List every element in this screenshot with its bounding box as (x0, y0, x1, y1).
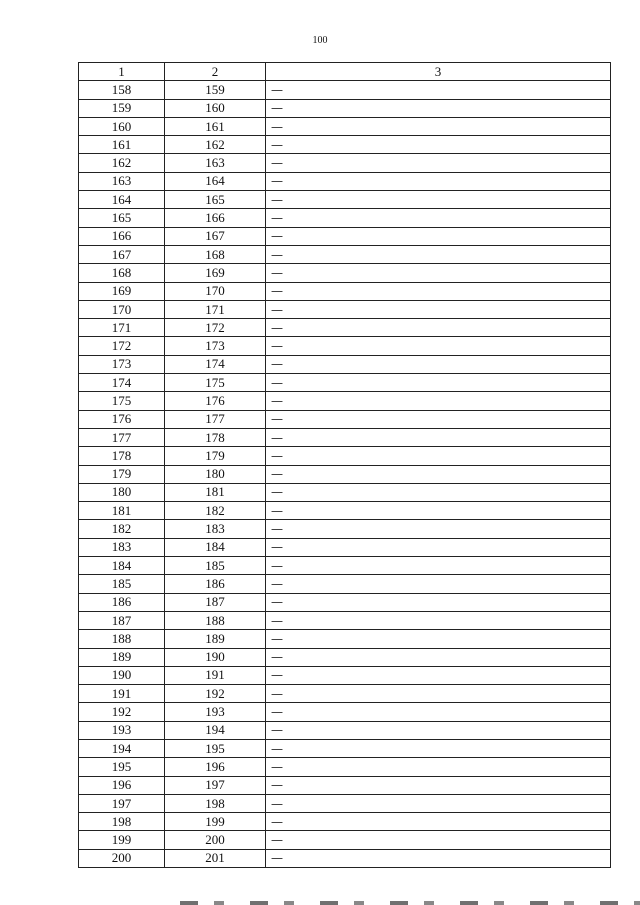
table-cell-col-2: 190 (165, 648, 266, 666)
table-cell-col-1: 159 (79, 99, 165, 117)
table-row (79, 593, 611, 611)
table-cell-col-3: — (266, 319, 611, 337)
table-cell-col-3: — (266, 282, 611, 300)
table-cell-col-1: 178 (79, 447, 165, 465)
table-cell-col-2: 165 (165, 191, 266, 209)
table-cell-col-2: 196 (165, 758, 266, 776)
table-cell-col-2: 180 (165, 465, 266, 483)
table-cell-col-3: — (266, 81, 611, 99)
table-row (79, 172, 611, 190)
table-cell-col-3: — (266, 392, 611, 410)
table-row (79, 282, 611, 300)
table-cell-col-1: 179 (79, 465, 165, 483)
table-row (79, 849, 611, 867)
data-table (78, 62, 611, 868)
table-row (79, 611, 611, 629)
table-cell-col-3: — (266, 502, 611, 520)
table-cell-col-3: — (266, 575, 611, 593)
table-row (79, 776, 611, 794)
table-cell-col-1: 195 (79, 758, 165, 776)
table-cell-col-1: 158 (79, 81, 165, 99)
table-row (79, 319, 611, 337)
table-cell-col-3: — (266, 209, 611, 227)
page-number: 100 (312, 35, 328, 46)
table-cell-col-2: 164 (165, 172, 266, 190)
table-cell-col-1: 199 (79, 831, 165, 849)
table-cell-col-1: 168 (79, 264, 165, 282)
table-cell-col-3: — (266, 227, 611, 245)
table-cell-col-1: 164 (79, 191, 165, 209)
table-row (79, 794, 611, 812)
table-cell-col-2: 191 (165, 666, 266, 684)
table-cell-col-3: — (266, 483, 611, 501)
table-cell-col-1: 188 (79, 630, 165, 648)
table-cell-col-1: 186 (79, 593, 165, 611)
table-cell-col-1: 183 (79, 538, 165, 556)
table-row (79, 300, 611, 318)
table-cell-col-3: — (266, 831, 611, 849)
table-row (79, 209, 611, 227)
table-row (79, 337, 611, 355)
table-cell-col-2: 160 (165, 99, 266, 117)
table-cell-col-2: 162 (165, 136, 266, 154)
table-cell-col-2: 179 (165, 447, 266, 465)
table-cell-col-2: 170 (165, 282, 266, 300)
table-cell-col-2: 199 (165, 813, 266, 831)
table-row (79, 557, 611, 575)
table-row (79, 154, 611, 172)
table-cell-col-1: 161 (79, 136, 165, 154)
table-cell-col-2: 171 (165, 300, 266, 318)
table-cell-col-3: — (266, 758, 611, 776)
table-cell-col-3: — (266, 703, 611, 721)
table-row (79, 392, 611, 410)
table-row (79, 264, 611, 282)
table-cell-col-1: 160 (79, 117, 165, 135)
table-cell-col-1: 200 (79, 849, 165, 867)
table-cell-col-1: 197 (79, 794, 165, 812)
table-cell-col-1: 194 (79, 739, 165, 757)
table-cell-col-3: — (266, 776, 611, 794)
table-cell-col-1: 185 (79, 575, 165, 593)
table-cell-col-3: — (266, 685, 611, 703)
table-cell-col-2: 189 (165, 630, 266, 648)
table-row (79, 831, 611, 849)
table-cell-col-2: 193 (165, 703, 266, 721)
table-row (79, 739, 611, 757)
table-cell-col-2: 161 (165, 117, 266, 135)
table-cell-col-2: 182 (165, 502, 266, 520)
table-cell-col-3: — (266, 739, 611, 757)
table-cell-col-3: — (266, 154, 611, 172)
table-cell-col-3: — (266, 538, 611, 556)
table-header-row (79, 63, 611, 81)
table-cell-col-3: — (266, 447, 611, 465)
table-cell-col-2: 172 (165, 319, 266, 337)
table-cell-col-3: — (266, 117, 611, 135)
table-row (79, 117, 611, 135)
table-row (79, 227, 611, 245)
table-cell-col-1: 163 (79, 172, 165, 190)
table-cell-col-3: — (266, 849, 611, 867)
table-cell-col-1: 176 (79, 410, 165, 428)
table-cell-col-3: — (266, 794, 611, 812)
table-cell-col-1: 187 (79, 611, 165, 629)
table-cell-col-3: — (266, 465, 611, 483)
table-cell-col-1: 171 (79, 319, 165, 337)
table-cell-col-2: 163 (165, 154, 266, 172)
table-cell-col-1: 165 (79, 209, 165, 227)
table-cell-col-2: 194 (165, 721, 266, 739)
table-row (79, 447, 611, 465)
table-row (79, 703, 611, 721)
table-body (79, 81, 611, 868)
table-cell-col-3: — (266, 355, 611, 373)
table-cell-col-2: 173 (165, 337, 266, 355)
table-cell-col-3: — (266, 264, 611, 282)
table-row (79, 538, 611, 556)
table-cell-col-3: — (266, 374, 611, 392)
table-cell-col-2: 201 (165, 849, 266, 867)
table-cell-col-2: 183 (165, 520, 266, 538)
table-row (79, 374, 611, 392)
table-cell-col-2: 184 (165, 538, 266, 556)
table-cell-col-1: 184 (79, 557, 165, 575)
table-cell-col-1: 191 (79, 685, 165, 703)
table-row (79, 648, 611, 666)
table-row (79, 81, 611, 99)
table-cell-col-1: 192 (79, 703, 165, 721)
table-row (79, 410, 611, 428)
table-cell-col-1: 182 (79, 520, 165, 538)
table-row (79, 191, 611, 209)
table-cell-col-3: — (266, 410, 611, 428)
table-cell-col-3: — (266, 300, 611, 318)
table-row (79, 483, 611, 501)
table-cell-col-1: 193 (79, 721, 165, 739)
table-cell-col-1: 189 (79, 648, 165, 666)
table-cell-col-2: 174 (165, 355, 266, 373)
table-row (79, 758, 611, 776)
table-cell-col-1: 198 (79, 813, 165, 831)
table-row (79, 99, 611, 117)
scan-artifact (180, 901, 640, 905)
table-row (79, 721, 611, 739)
table-row (79, 465, 611, 483)
table-cell-col-1: 196 (79, 776, 165, 794)
table-cell-col-3: — (266, 648, 611, 666)
table-row (79, 502, 611, 520)
table-row (79, 428, 611, 446)
table-cell-col-3: — (266, 99, 611, 117)
table-cell-col-3: — (266, 136, 611, 154)
table-row (79, 666, 611, 684)
table-cell-col-1: 166 (79, 227, 165, 245)
table-cell-col-3: — (266, 428, 611, 446)
column-header-2: 2 (165, 63, 266, 81)
table-cell-col-1: 173 (79, 355, 165, 373)
table-cell-col-2: 188 (165, 611, 266, 629)
table-cell-col-3: — (266, 666, 611, 684)
table-cell-col-2: 197 (165, 776, 266, 794)
table-cell-col-2: 175 (165, 374, 266, 392)
table-cell-col-1: 162 (79, 154, 165, 172)
table-row (79, 520, 611, 538)
table-cell-col-1: 174 (79, 374, 165, 392)
table-row (79, 355, 611, 373)
table-cell-col-3: — (266, 172, 611, 190)
table-cell-col-1: 172 (79, 337, 165, 355)
table-cell-col-1: 170 (79, 300, 165, 318)
table-cell-col-2: 169 (165, 264, 266, 282)
table-cell-col-2: 198 (165, 794, 266, 812)
table-cell-col-2: 195 (165, 739, 266, 757)
table-row (79, 685, 611, 703)
table-cell-col-2: 168 (165, 245, 266, 263)
table-cell-col-2: 187 (165, 593, 266, 611)
table-cell-col-1: 167 (79, 245, 165, 263)
table-cell-col-2: 159 (165, 81, 266, 99)
table-cell-col-3: — (266, 611, 611, 629)
table-cell-col-3: — (266, 721, 611, 739)
table-cell-col-2: 200 (165, 831, 266, 849)
table-row (79, 813, 611, 831)
column-header-3: 3 (266, 63, 611, 81)
table-cell-col-1: 190 (79, 666, 165, 684)
table-cell-col-3: — (266, 593, 611, 611)
table-row (79, 245, 611, 263)
table-cell-col-3: — (266, 520, 611, 538)
table-cell-col-1: 169 (79, 282, 165, 300)
table-cell-col-2: 192 (165, 685, 266, 703)
table-cell-col-2: 186 (165, 575, 266, 593)
table-cell-col-1: 180 (79, 483, 165, 501)
table-row (79, 630, 611, 648)
table-cell-col-3: — (266, 245, 611, 263)
table-row (79, 575, 611, 593)
table-cell-col-2: 166 (165, 209, 266, 227)
table-cell-col-2: 176 (165, 392, 266, 410)
table-cell-col-2: 177 (165, 410, 266, 428)
column-header-1: 1 (79, 63, 165, 81)
table-cell-col-3: — (266, 630, 611, 648)
table-cell-col-3: — (266, 191, 611, 209)
table-cell-col-3: — (266, 337, 611, 355)
table-cell-col-1: 181 (79, 502, 165, 520)
table-row (79, 136, 611, 154)
table-cell-col-3: — (266, 557, 611, 575)
table-cell-col-2: 185 (165, 557, 266, 575)
table-cell-col-1: 177 (79, 428, 165, 446)
table-cell-col-2: 178 (165, 428, 266, 446)
table-cell-col-2: 181 (165, 483, 266, 501)
table-cell-col-1: 175 (79, 392, 165, 410)
table-cell-col-2: 167 (165, 227, 266, 245)
table-cell-col-3: — (266, 813, 611, 831)
